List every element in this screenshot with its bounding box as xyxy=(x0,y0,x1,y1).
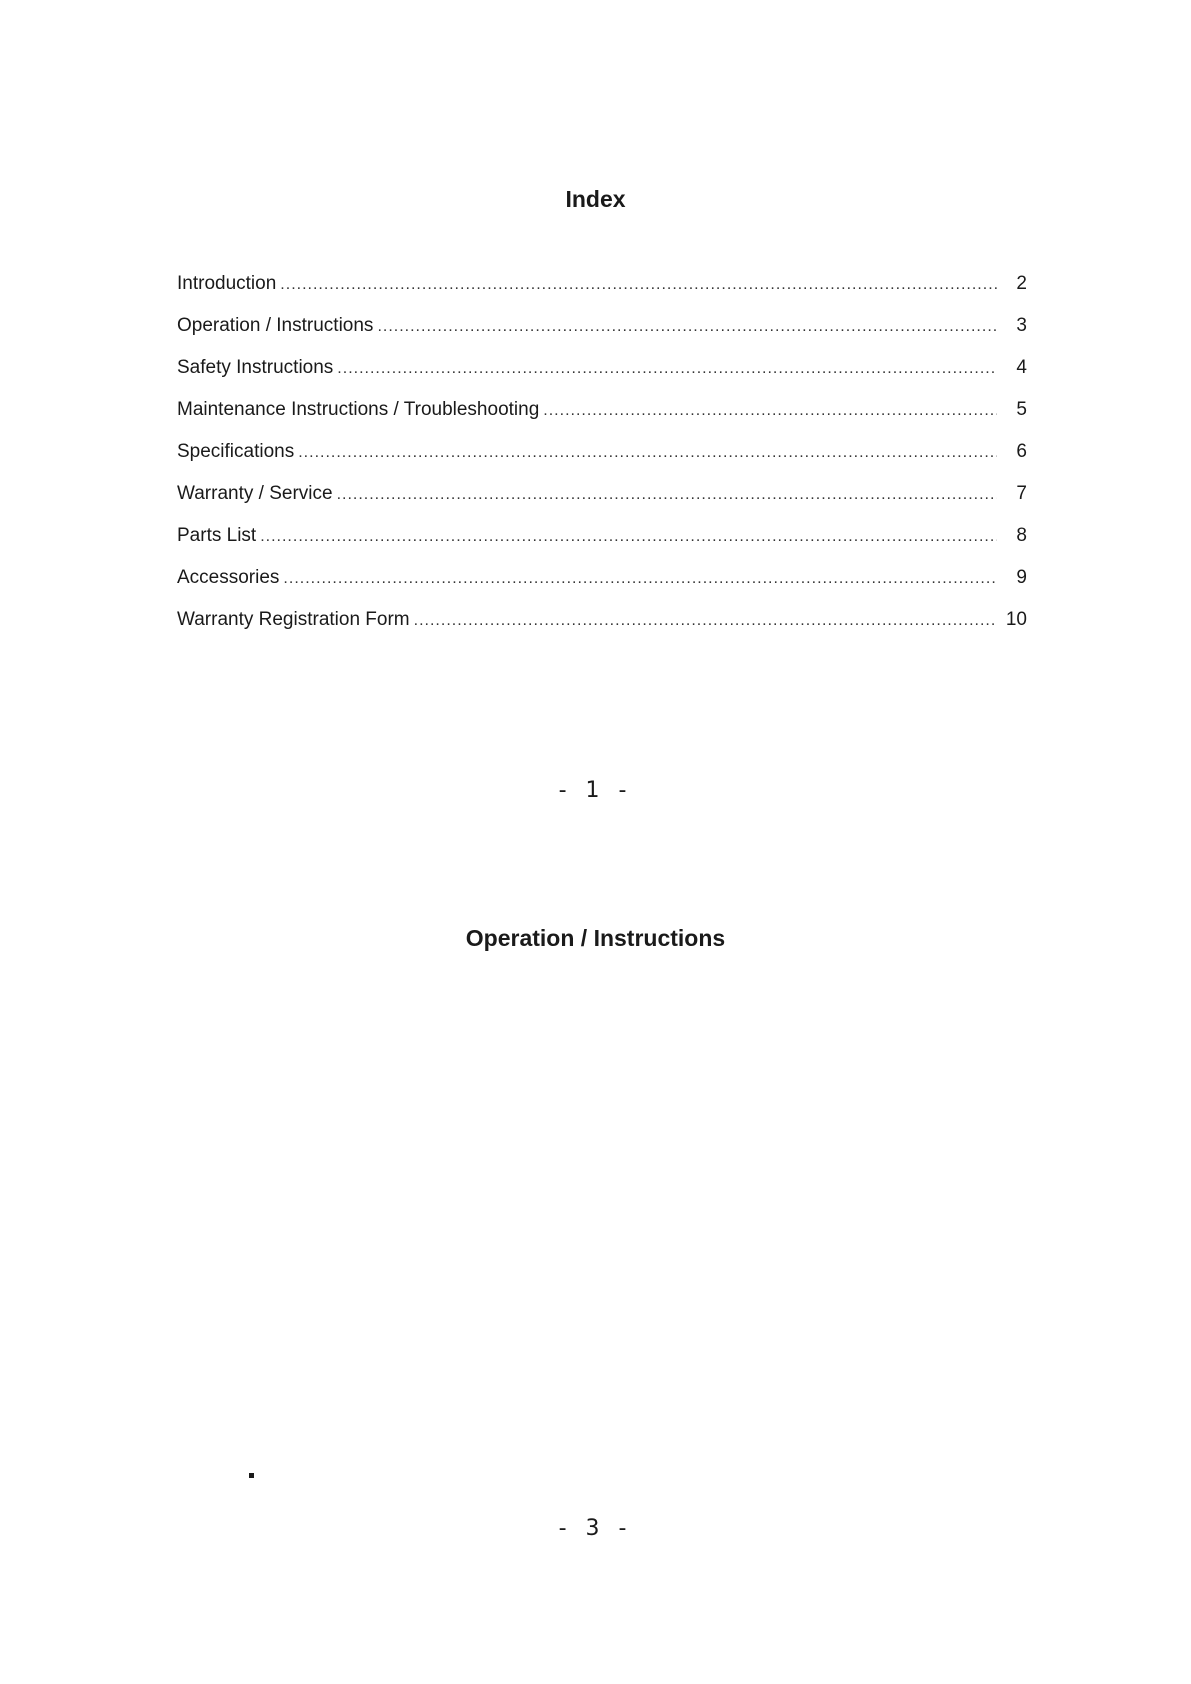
toc-entry-specifications[interactable] xyxy=(177,441,1027,483)
bullet-mark xyxy=(249,1473,254,1478)
dot-leader xyxy=(280,276,997,294)
toc-entry-safety-instructions[interactable] xyxy=(177,357,1027,399)
toc-entry-label: Parts List xyxy=(177,525,257,546)
dot-leader xyxy=(283,570,997,588)
toc-entry-page: 2 xyxy=(1016,273,1027,294)
toc-entry-page: 3 xyxy=(1016,315,1027,336)
toc-entry-label: Introduction xyxy=(177,273,277,294)
index-title: Index xyxy=(565,186,626,212)
dot-leader xyxy=(543,402,997,420)
toc-entry-warranty-service[interactable] xyxy=(177,483,1027,525)
toc-entry-page: 7 xyxy=(1016,483,1027,504)
toc-entry-page: 8 xyxy=(1016,525,1027,546)
toc-entry-label: Safety Instructions xyxy=(177,357,334,378)
toc-entry-accessories[interactable] xyxy=(177,567,1027,609)
toc-entry-label: Warranty / Service xyxy=(177,483,333,504)
toc-entry-operation-instructions[interactable] xyxy=(177,315,1027,357)
toc-entry-warranty-registration-form[interactable] xyxy=(177,609,1027,651)
toc-entry-label: Operation / Instructions xyxy=(177,315,374,336)
dot-leader xyxy=(377,318,997,336)
toc-entry-page: 5 xyxy=(1016,399,1027,420)
toc-entry-introduction[interactable] xyxy=(177,273,1027,315)
dot-leader xyxy=(260,528,997,546)
toc-entry-parts-list[interactable] xyxy=(177,525,1027,567)
toc-entry-page: 4 xyxy=(1016,357,1027,378)
toc-entry-label: Maintenance Instructions / Troubleshooting xyxy=(177,399,540,420)
toc-entry-label: Warranty Registration Form xyxy=(177,609,410,630)
toc-entry-page: 6 xyxy=(1016,441,1027,462)
dot-leader xyxy=(337,486,997,504)
dot-leader xyxy=(337,360,997,378)
toc-entry-maintenance-troubleshooting[interactable] xyxy=(177,399,1027,441)
page-number: - 1 - xyxy=(558,778,633,803)
toc-entry-label: Specifications xyxy=(177,441,295,462)
dot-leader xyxy=(414,612,997,630)
table-of-contents xyxy=(177,273,1027,651)
dot-leader xyxy=(298,444,997,462)
section-title: Operation / Instructions xyxy=(465,925,726,951)
toc-entry-page: 9 xyxy=(1016,567,1027,588)
toc-entry-page: 10 xyxy=(1005,609,1027,630)
page-number: - 3 - xyxy=(558,1516,633,1541)
toc-entry-label: Accessories xyxy=(177,567,280,588)
